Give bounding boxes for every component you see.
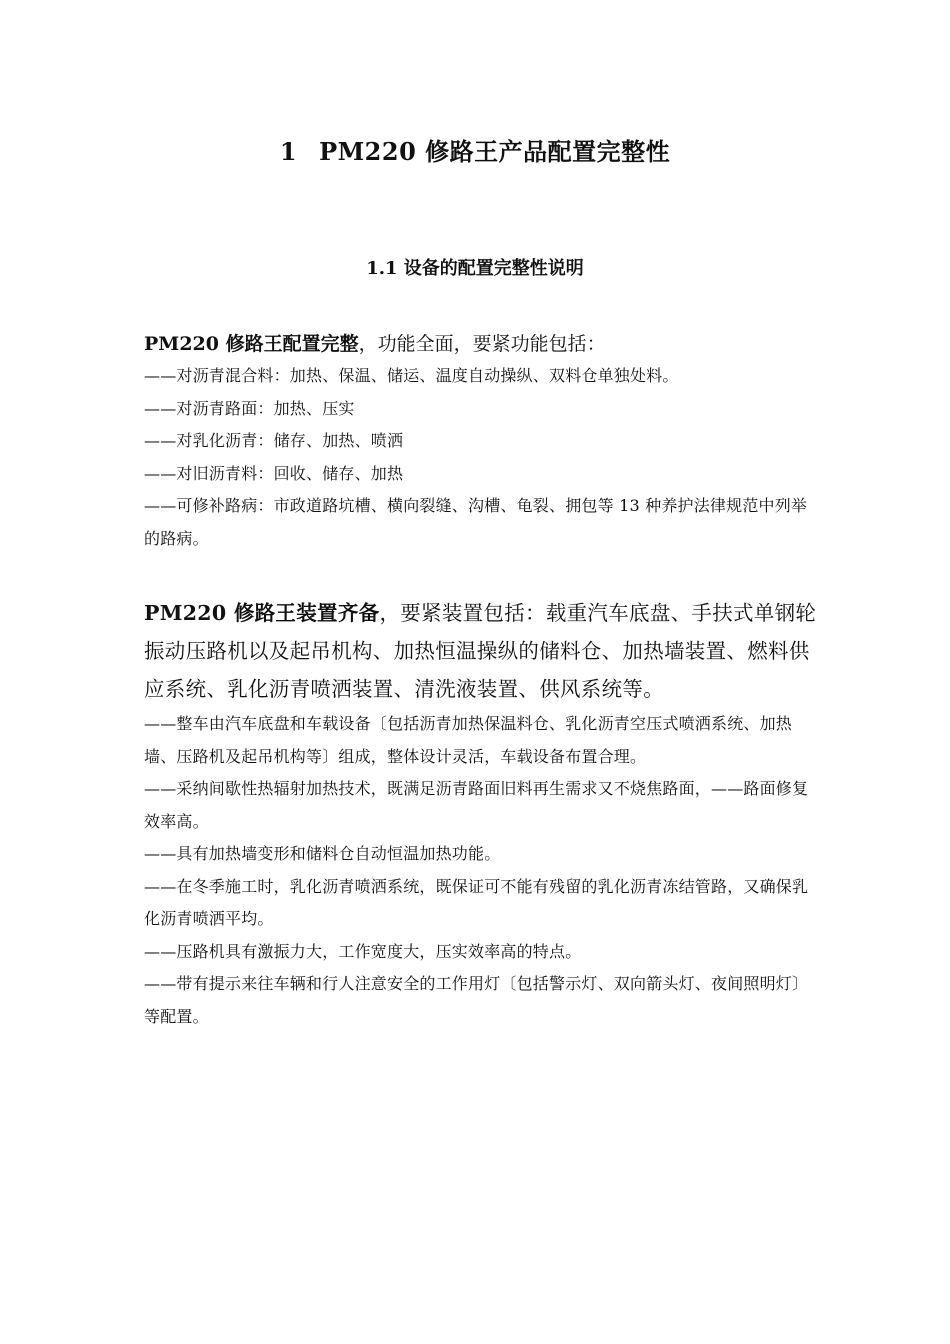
lead-bold-text: PM220 修路王装置齐备: [144, 601, 380, 625]
list-item: ——具有加热墙变形和储料仓自动恒温加热功能。: [144, 844, 501, 863]
lead-rest-text: ，要紧装置包括：载重汽车底盘、手扶式单钢轮振动压路机以及起吊机构、加热恒温操纵的储料仓、加热墙装置、燃料供应系统、乳化沥青喷洒装置、清洗液装置、供风系统等。: [144, 601, 817, 701]
list-item: ——采纳间歇性热辐射加热技术，既满足沥青路面旧料再生需求又不烧焦路面，——路面修复效率高。: [144, 779, 809, 831]
list-item: ——带有提示来往车辆和行人注意安全的工作用灯〔包括警示灯、双向箭头灯、夜间照明灯〕等配置。: [144, 974, 809, 1026]
list-item: ——对乳化沥青：储存、加热、喷洒: [144, 431, 404, 450]
section-config-lead: [144, 328, 820, 360]
lead-bold-text: PM220 修路王配置完整: [144, 333, 359, 355]
list-item: ——对旧沥青料：回收、储存、加热: [144, 463, 404, 483]
page-title: [0, 132, 950, 167]
title-number: 1: [279, 137, 298, 166]
list-item: ——对沥青路面：加热、压实: [144, 398, 355, 418]
section-equipment: [144, 594, 820, 1033]
section-heading: 1.1 设备的配置完整性说明: [366, 258, 584, 279]
lead-rest-text: ，功能全面，要紧功能包括：: [358, 333, 606, 355]
section-equipment-lead: [144, 594, 820, 708]
list-item: ——压路机具有激振力大，工作宽度大，压实效率高的特点。: [144, 941, 582, 961]
list-item: ——在冬季施工时，乳化沥青喷洒系统，既保证可不能有残留的乳化沥青冻结管路，又确保乳化沥青喷洒平均。: [144, 876, 809, 928]
list-item: ——可修补路病：市政道路坑槽、横向裂缝、沟槽、龟裂、拥包等 13 种养护法律规范中列举的路病。: [144, 496, 808, 548]
list-item: ——整车由汽车底盘和车载设备〔包括沥青加热保温料仓、乳化沥青空压式喷洒系统、加热墙、压路机及起吊机构等〕组成，整体设计灵活，车载设备布置合理。: [144, 714, 793, 766]
list-item: ——对沥青混合料：加热、保温、储运、温度自动操纵、双料仓单独处料。: [144, 366, 679, 385]
title-text: PM220 修路王产品配置完整性: [319, 137, 671, 166]
section-config: [144, 328, 820, 555]
